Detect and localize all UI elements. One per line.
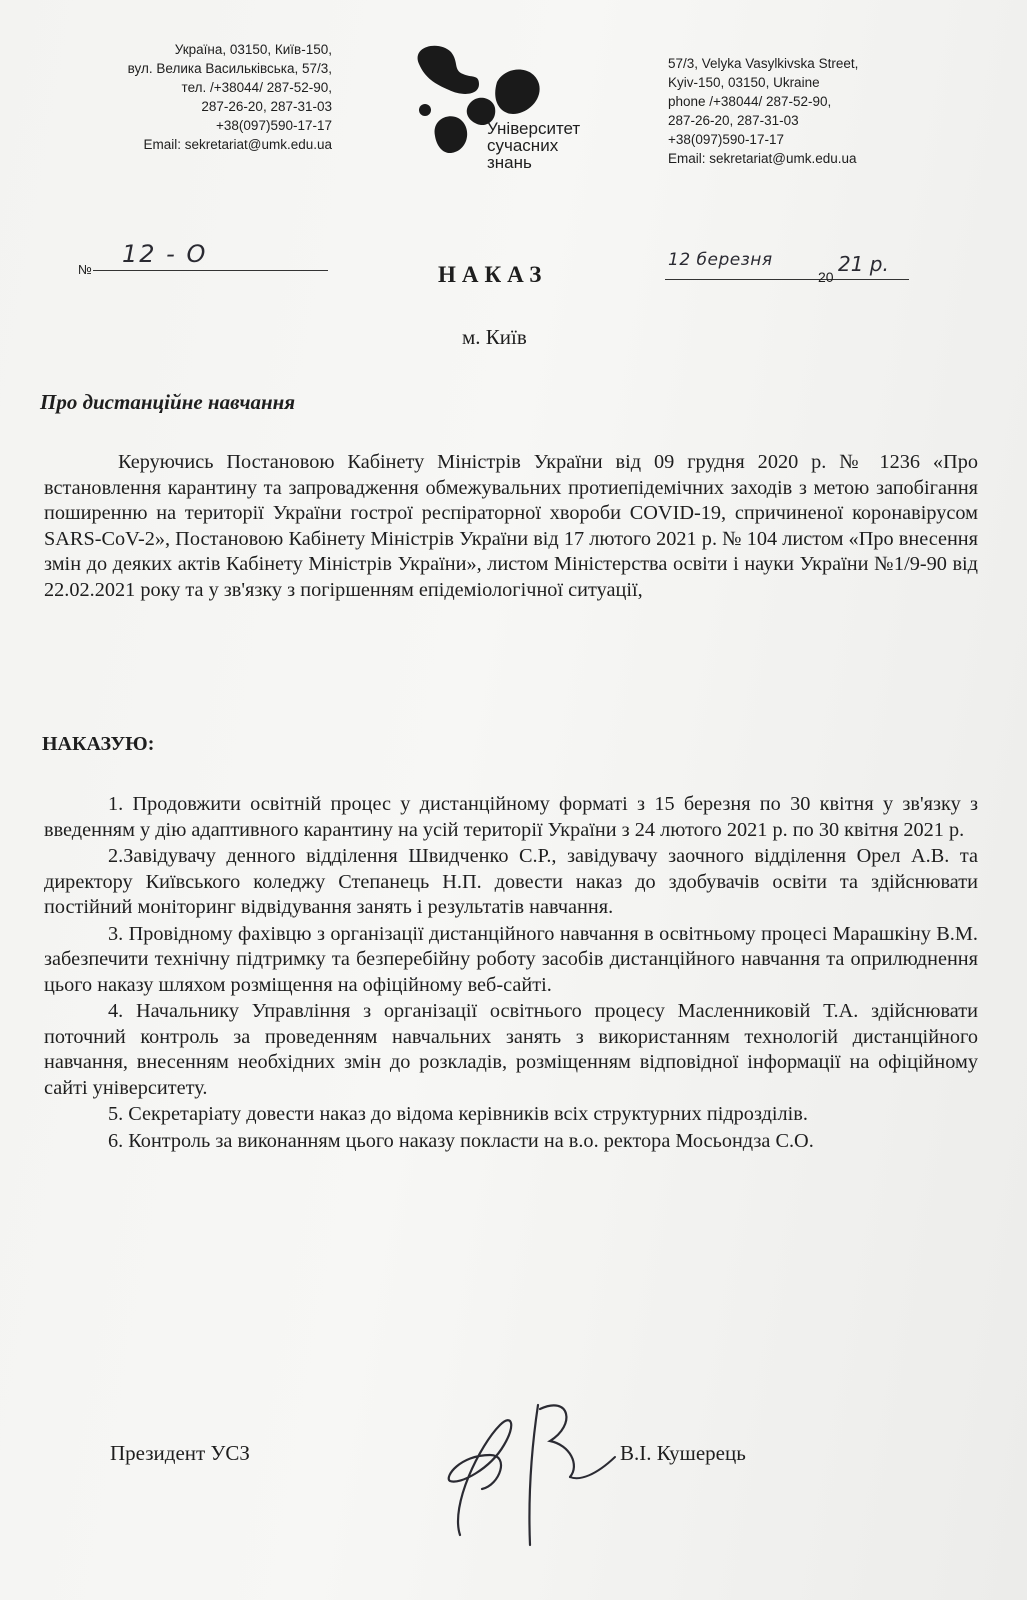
subject-heading: Про дистанційне навчання [40,390,296,414]
order-items [44,792,978,1154]
date-year: 21 р. [838,252,889,276]
date-year-prefix: 20 [818,269,834,285]
order-item: 2.Завідувачу денного відділення Швидченко С.Р., завідувачу заочного відділення Орел А.В. та директору Київського коледжу Степанець Н.П. довести наказ до здобувачів освіти та здійснювати постійний моніторинг відвідування занять і результатів навчання. [44,845,978,918]
address-line: phone /+38044/ 287-52-90, [668,94,832,109]
signatory-name: В.І. Кушерець [620,1441,746,1465]
address-line: 57/3, Velyka Vasylkivska Street, [668,56,859,71]
address-line: вул. Велика Васильківська, 57/3, [127,61,332,76]
logo-line: знань [487,153,532,172]
order-item: 5. Секретаріату довести наказ до відома керівників всіх структурних підрозділів. [108,1103,808,1125]
preamble-paragraph: Керуючись Постановою Кабінету Міністрів України від 09 грудня 2020 р. № 1236 «Про встановлення карантину та запровадження обмежувальних протиепідемічних заходів з метою запобігання поширенню на території України гострої респіраторної хвороби COVID-19, спричиненої коронавірусом SARS-CoV-2», Постановою Кабінету Міністрів України від 17 лютого 2021 р. № 104 листом «Про внесення змін до деяких актів Кабінету Міністрів України», листом Міністерства освіти і науки України №1/9-90 від 22.02.2021 року та у зв'язку з погіршенням епідеміологічної ситуації, [44,451,978,601]
logo-line: сучасних [487,136,559,155]
address-line: Email: sekretariat@umk.edu.ua [668,151,857,166]
address-english [668,54,858,168]
date-underline [665,279,909,280]
address-line: Україна, 03150, Київ-150, [174,42,332,57]
address-line: Kyiv-150, 03150, Ukraine [668,75,820,90]
order-item: 1. Продовжити освітній процес у дистанційному форматі з 15 березня по 30 квітня у зв'язку з введенням у дію адаптивного карантину на усій території України з 24 лютого 2021 р. по 30 квітня 2021 р. [44,793,978,841]
order-date: 12 березня [668,250,773,270]
order-item: 3. Провідному фахівцю з організації дистанційного навчання в освітньому процесі Марашкіну В.М. забезпечити технічну підтримку та безперебійну роботу засобів дистанційного навчання та оприлюднення цього наказу шляхом розміщення на офіційному веб-сайті. [44,922,978,996]
address-line: +38(097)590-17-17 [668,132,784,147]
order-number: 12 - О [122,240,208,268]
number-label: № [78,262,92,277]
address-line: 287-26-20, 287-31-03 [201,99,332,114]
city: м. Київ [462,325,527,349]
order-item: 6. Контроль за виконанням цього наказу покласти на в.о. ректора Мосьондза С.О. [108,1129,814,1152]
order-heading: НАКАЗУЮ: [42,733,155,755]
address-line: тел. /+38044/ 287-52-90, [181,80,332,95]
address-ukrainian [128,40,332,154]
logo-line: Університет [487,119,581,138]
signatory-title: Президент УСЗ [110,1441,250,1465]
number-underline [93,270,328,271]
address-line: +38(097)590-17-17 [216,118,332,133]
university-name [487,120,580,171]
order-item: 4. Начальнику Управління з організації освітнього процесу Масленниковій Т.А. здійснювати поточний контроль за проведенням навчальних занять з використанням технологій дистанційного навчання, внесенням необхідних змін до розкладів, розміщенням відповідної інформації на офіційному сайті університету. [44,1000,978,1099]
address-line: Email: sekretariat@umk.edu.ua [143,137,332,152]
document-title: НАКАЗ [438,262,548,287]
handwritten-signature [420,1385,620,1555]
address-line: 287-26-20, 287-31-03 [668,113,799,128]
